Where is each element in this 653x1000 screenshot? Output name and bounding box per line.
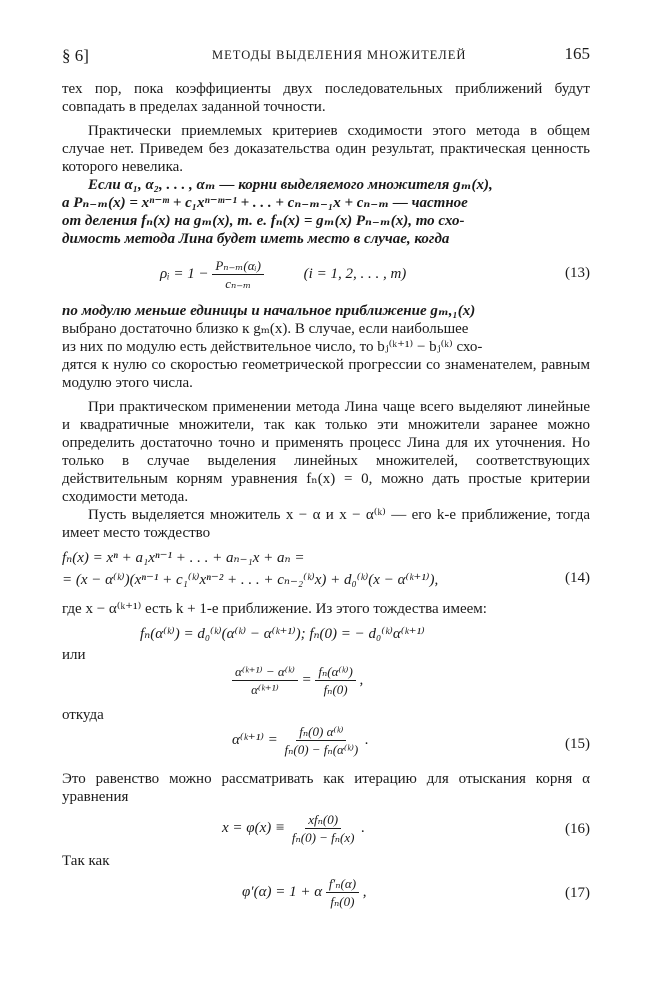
eq17-number: (17): [565, 885, 590, 901]
equation-14-line-1: fₙ(x) = xⁿ + a₁xⁿ⁻¹ + . . . + aₙ₋₁x + aₙ =: [62, 550, 305, 566]
eq13-fraction: [212, 258, 264, 291]
eq15-lhs: α⁽ᵏ⁺¹⁾ =: [232, 731, 278, 748]
word-tak-kak: Так как: [62, 853, 110, 869]
book-page: [62, 42, 590, 916]
eq13-condition: (i = 1, 2, . . . , m): [303, 265, 407, 282]
equation-identity: fₙ(α⁽ᵏ⁾) = d₀⁽ᵏ⁾(α⁽ᵏ⁾ − α⁽ᵏ⁺¹⁾); fₙ(0) = − d₀⁽ᵏ⁾α⁽ᵏ⁺¹⁾: [140, 626, 425, 642]
paragraph-convergence-criteria: Практически приемлемых критериев сходимости этого метода в общем случае нет. Приведем без доказательства один результат, практическая ценность которого невелика.: [62, 123, 590, 175]
theorem-line-1: Если α₁, α₂, . . . , αₘ — корни выделяемого множителя gₘ(x),: [88, 177, 493, 193]
theorem-line-3: от деления fₙ(x) на gₘ(x), т. е. fₙ(x) = gₘ(x) Pₙ₋ₘ(x), то схо-: [62, 213, 465, 229]
after13-line-4: дятся к нулю со скоростью геометрической прогрессии со знаменателем, равным модулю этого числа.: [62, 357, 590, 391]
ratio-right-numerator: fₙ(α⁽ᵏ⁾): [315, 664, 355, 681]
theorem-line-2: а Pₙ₋ₘ(x) = xⁿ⁻ᵐ + c₁xⁿ⁻ᵐ⁻¹ + . . . + cₙ₋ₘ₋₁x + cₙ₋ₘ — частное: [62, 195, 468, 211]
eq17-comma: ,: [362, 883, 367, 900]
eq13-denominator: cₙ₋ₘ: [225, 276, 252, 291]
eq16-number: (16): [565, 821, 590, 837]
eq13-number: (13): [565, 265, 590, 281]
paragraph-practical-use: При практическом применении метода Лина чаще всего выделяют линейные и квадратичные множители, так как только эти множители заранее можно определить достаточно точно и применять процесс Лина для их уточнения. Но только в случае выделения линейных множителей, соответствующих действительным корням уравнения fₙ(x) = 0, можно дать простые критерии сходимости метода.: [62, 399, 590, 505]
ratio-left-fraction: [232, 664, 298, 697]
eq17-lhs: φ′(α) = 1 + α: [242, 883, 323, 900]
eq15-period: .: [364, 731, 369, 748]
word-otkuda: откуда: [62, 707, 104, 723]
word-ili: или: [62, 647, 86, 663]
eq16-period: .: [361, 819, 365, 836]
paragraph-identity-intro: где x − α⁽ᵏ⁺¹⁾ есть k + 1-е приближение. Из этого тождества имеем:: [62, 601, 487, 617]
ratio-equals: =: [301, 671, 312, 688]
equation-14-line-2: [62, 570, 590, 600]
after13-line-2: выбрано достаточно близко к gₘ(x). В случае, если наибольшее: [62, 321, 469, 337]
equation-17: [62, 876, 590, 916]
section-marker: § 6]: [62, 46, 89, 65]
eq15-number: (15): [565, 736, 590, 752]
eq13-numerator: Pₙ₋ₘ(αᵢ): [212, 258, 264, 275]
eq17-fraction: [326, 876, 359, 909]
chapter-title: МЕТОДЫ ВЫДЕЛЕНИЯ МНОЖИТЕЛЕЙ: [212, 48, 467, 62]
eq15-denominator: fₙ(0) − fₙ(α⁽ᵏ⁾): [284, 742, 359, 757]
after13-line-3: из них по модулю есть действительное число, то bⱼ⁽ᵏ⁺¹⁾ − bⱼ⁽ᵏ⁾ схо-: [62, 339, 483, 355]
eq17-denominator: fₙ(0): [330, 894, 355, 909]
eq17-numerator: f′ₙ(α): [326, 876, 359, 893]
equation-15: [62, 724, 590, 770]
eq16-numerator: xfₙ(0): [305, 812, 341, 829]
ratio-left-denominator: α⁽ᵏ⁺¹⁾: [251, 682, 279, 697]
eq16-lhs: x = φ(x) ≡: [222, 819, 286, 836]
ratio-right-denominator: fₙ(0): [323, 682, 348, 697]
paragraph-iteration: Это равенство можно рассматривать как итерацию для отыскания корня α уравнения: [62, 771, 590, 805]
eq15-fraction: [282, 724, 362, 757]
ratio-comma: ,: [359, 671, 364, 688]
after13-line-1: по модулю меньше единицы и начальное приближение gₘ,₁(x): [62, 303, 476, 319]
equation-13: [62, 258, 590, 292]
eq15-numerator: fₙ(0) α⁽ᵏ⁾: [296, 724, 346, 741]
ratio-left-numerator: α⁽ᵏ⁺¹⁾ − α⁽ᵏ⁾: [232, 664, 298, 681]
equation-16: [62, 812, 590, 852]
eq14-body: = (x − α⁽ᵏ⁾)(xⁿ⁻¹ + c₁⁽ᵏ⁾xⁿ⁻² + . . . + cₙ₋₂⁽ᵏ⁾x) + d₀⁽ᵏ⁾(x − α⁽ᵏ⁺¹⁾),: [62, 572, 439, 588]
ratio-right-fraction: [315, 664, 355, 697]
theorem-line-4: димость метода Лина будет иметь место в случае, когда: [62, 231, 450, 247]
page-number: 165: [564, 44, 590, 63]
paragraph-linear-factor: Пусть выделяется множитель x − α и x − α⁽ᵏ⁾ — его k-е приближение, тогда имеет место тождество: [62, 507, 590, 541]
running-header: [62, 42, 590, 70]
eq16-denominator: fₙ(0) − fₙ(x): [291, 830, 355, 845]
eq16-fraction: [289, 812, 358, 845]
eq14-number: (14): [565, 570, 590, 586]
eq13-lhs: ρᵢ = 1 −: [160, 265, 209, 282]
paragraph-continuation: тех пор, пока коэффициенты двух последовательных приближений будут совпадать в пределах заданной точности.: [62, 81, 590, 115]
equation-ratio: [62, 664, 590, 706]
